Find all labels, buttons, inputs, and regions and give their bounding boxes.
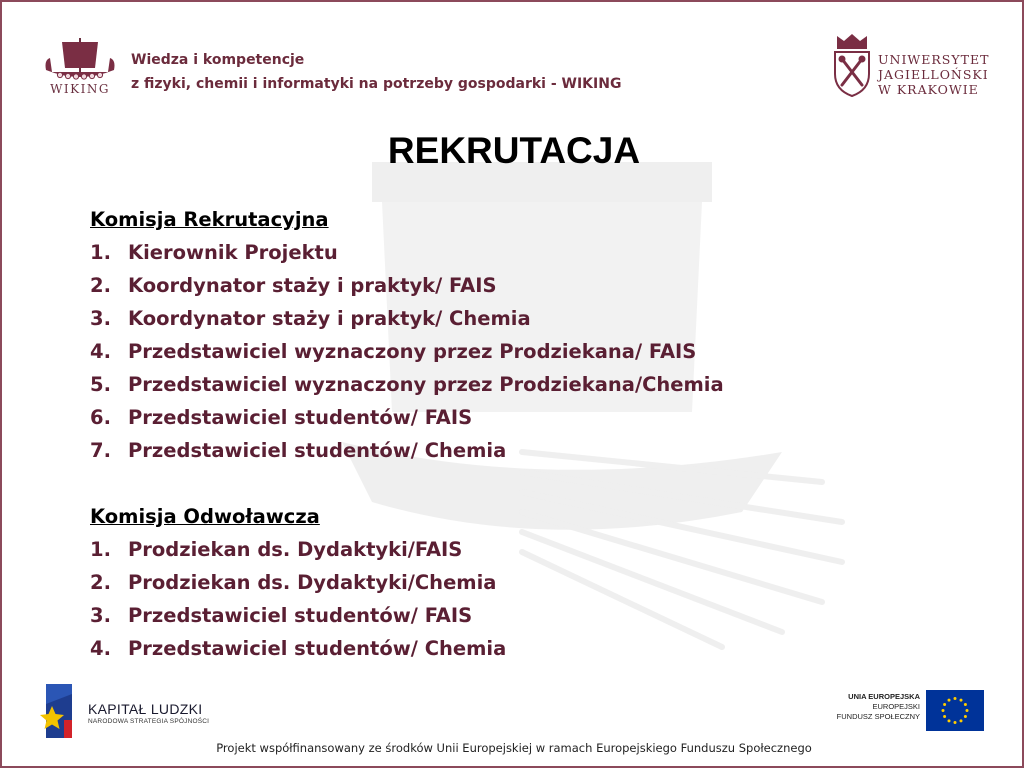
list-item-number: 7.	[90, 439, 111, 462]
list-item-number: 1.	[90, 538, 111, 561]
project-title-line-2: z fizyki, chemii i informatyki na potrzeby gospodarki - WIKING	[131, 76, 622, 92]
list-item-text: Przedstawiciel wyznaczony przez Prodziekana/Chemia	[128, 373, 724, 396]
university-name-line-1: UNIWERSYTET	[878, 52, 990, 67]
list-item-text: Kierownik Projektu	[128, 241, 338, 264]
uj-crest-icon	[831, 32, 873, 98]
kapital-ludzki-text	[88, 701, 209, 725]
list-item	[90, 368, 724, 401]
list-item-text: Koordynator staży i praktyk/ Chemia	[128, 307, 531, 330]
list-item-number: 2.	[90, 274, 111, 297]
kapital-ludzki-star-icon	[38, 680, 78, 742]
list-item	[90, 434, 724, 467]
section-recruitment-committee	[90, 203, 724, 467]
list-item-number: 4.	[90, 340, 111, 363]
list-item-number: 2.	[90, 571, 111, 594]
list-item	[90, 566, 724, 599]
list-item	[90, 335, 724, 368]
list-item-number: 4.	[90, 637, 111, 660]
university-name-line-2: JAGIELLOŃSKI	[878, 67, 989, 82]
eu-text	[802, 692, 920, 722]
list-item-text: Przedstawiciel studentów/ Chemia	[128, 637, 507, 660]
kapital-ludzki-subtitle: NARODOWA STRATEGIA SPÓJNOŚCI	[88, 718, 210, 725]
section-appeals-committee	[90, 500, 724, 665]
list-item-text: Przedstawiciel studentów/ FAIS	[128, 406, 473, 429]
list-item-number: 3.	[90, 604, 111, 627]
list-item	[90, 302, 724, 335]
eu-text-line-1: UNIA EUROPEJSKA	[848, 692, 920, 701]
page-title: REKRUTACJA	[387, 130, 641, 171]
eu-flag-icon	[926, 690, 984, 731]
project-title	[131, 48, 621, 96]
university-name-line-3: W KRAKOWIE	[878, 82, 979, 97]
wiking-logo-text: WIKING	[50, 82, 110, 96]
eu-text-line-2: EUROPEJSKI	[872, 702, 920, 711]
section-spacer	[90, 467, 724, 500]
eu-text-line-3: FUNDUSZ SPOŁECZNY	[836, 712, 920, 721]
list-item	[90, 269, 724, 302]
list-item-number: 6.	[90, 406, 111, 429]
list-item-text: Prodziekan ds. Dydaktyki/Chemia	[128, 571, 497, 594]
list-item	[90, 401, 724, 434]
list-item	[90, 533, 724, 566]
section-heading: Komisja Odwoławcza	[90, 505, 320, 528]
project-title-line-1: Wiedza i kompetencje	[131, 52, 305, 68]
university-name	[878, 52, 989, 97]
list-item-text: Prodziekan ds. Dydaktyki/FAIS	[128, 538, 463, 561]
cofinancing-note: Projekt współfinansowany ze środków Unii Europejskiej w ramach Europejskiego Funduszu Społecznego	[216, 741, 812, 755]
list-item-text: Przedstawiciel studentów/ FAIS	[128, 604, 473, 627]
list-item	[90, 632, 724, 665]
content	[90, 203, 724, 665]
list-item-text: Przedstawiciel studentów/ Chemia	[128, 439, 507, 462]
section-heading: Komisja Rekrutacyjna	[90, 208, 329, 231]
list-item-number: 3.	[90, 307, 111, 330]
list-item-text: Koordynator staży i praktyk/ FAIS	[128, 274, 497, 297]
kapital-ludzki-title: KAPITAŁ LUDZKI	[88, 701, 203, 717]
list-item-text: Przedstawiciel wyznaczony przez Prodziekana/ FAIS	[128, 340, 697, 363]
list-item-number: 5.	[90, 373, 111, 396]
list-item	[90, 599, 724, 632]
list-item	[90, 236, 724, 269]
list-item-number: 1.	[90, 241, 111, 264]
